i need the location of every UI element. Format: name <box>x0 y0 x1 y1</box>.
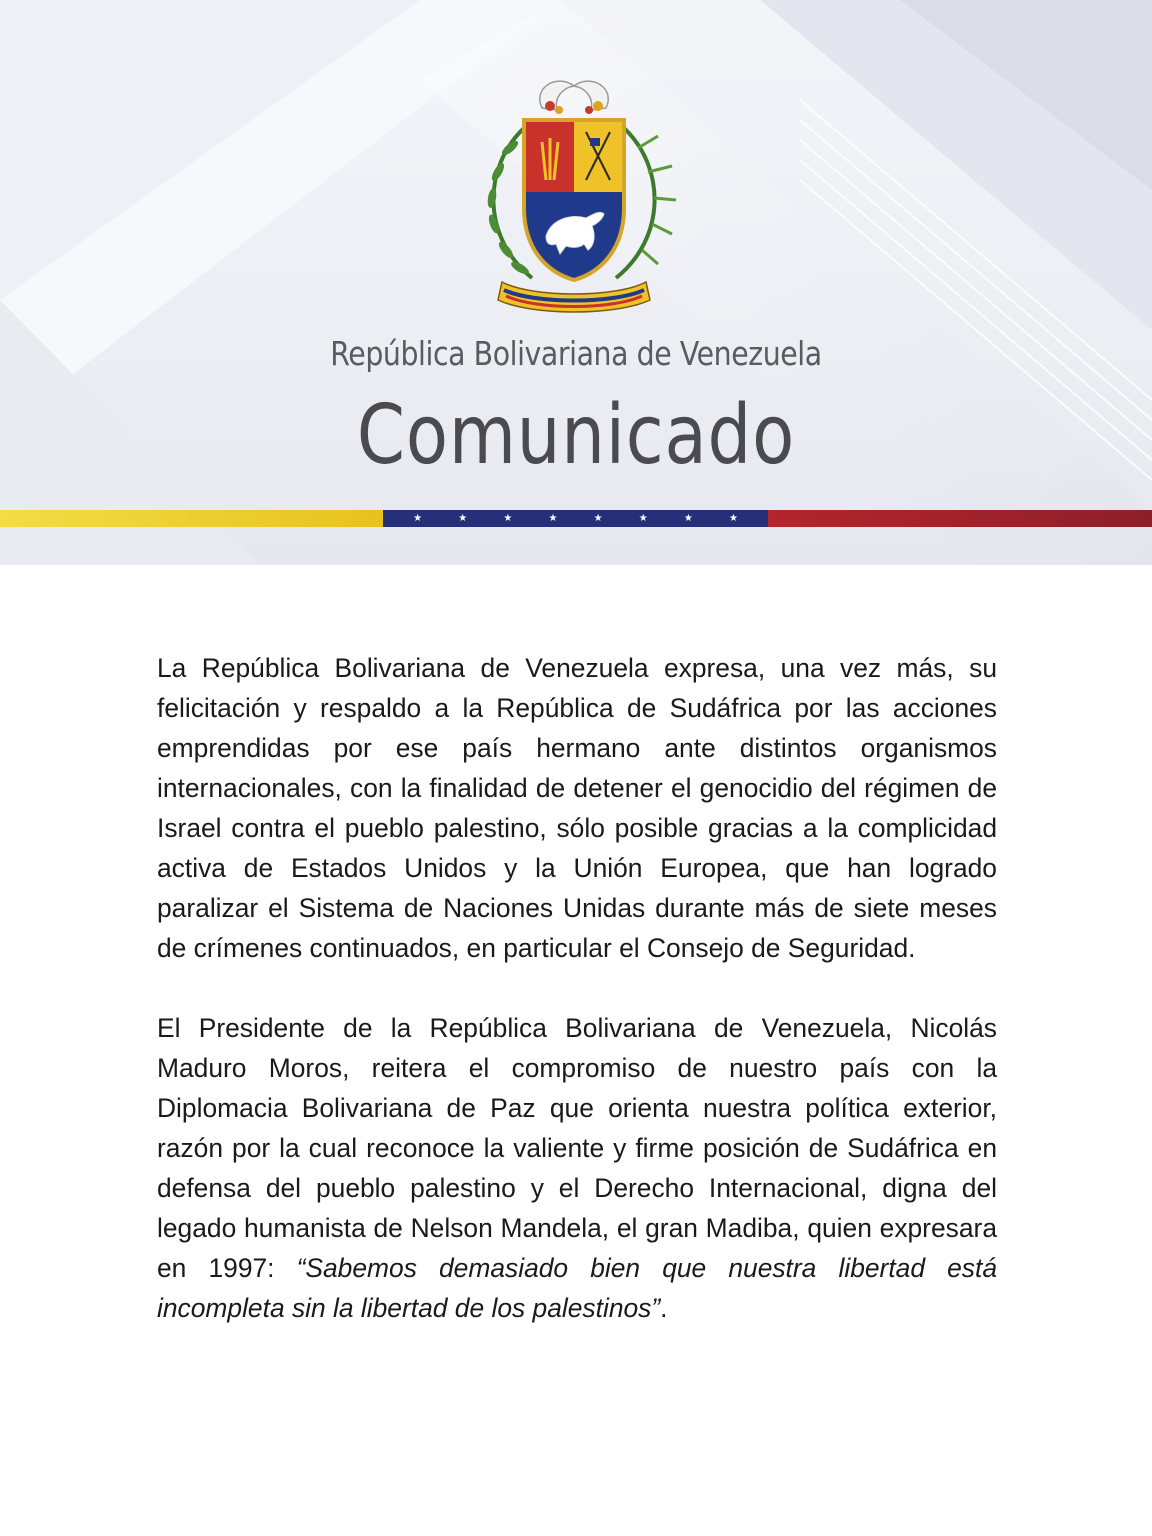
paragraph-1: La República Bolivariana de Venezuela expresa, una vez más, su felicitación y respaldo a la República de Sudáfrica por las acciones emprendidas por ese país hermano ante distintos organismos internacionales, con la finalidad de detener el genocidio del régimen de Israel contra el pueblo palestino, sólo posible gracias a la complicidad activa de Estados Unidos y la Unión Europea, que han logrado paralizar el Sistema de Naciones Unidas durante más de siete meses de crímenes continuados, en particular el Consejo de Seguridad. <box>157 653 997 963</box>
venezuela-coat-of-arms-emblem <box>462 68 686 320</box>
star-icon: ★ <box>728 513 738 524</box>
star-icon: ★ <box>413 513 423 524</box>
paragraph-2-end: . <box>660 1293 668 1323</box>
star-icon: ★ <box>638 513 648 524</box>
country-name: República Bolivariana de Venezuela <box>330 334 822 373</box>
paragraph-2-text: El Presidente de la República Bolivariana de Venezuela, Nicolás Maduro Moros, reitera el compromiso de nuestro país con la Diplomacia Bolivariana de Paz que orienta nuestra política exterior, razón por la cual reconoce la valiente y firme posición de Sudáfrica en defensa del pueblo palestino y el Derecho Internacional, digna del legado humanista de Nelson Mandela, el gran Madiba, quien expresara en 1997: <box>157 1013 997 1283</box>
star-icon: ★ <box>458 513 468 524</box>
flag-yellow-band <box>0 510 383 527</box>
page-title: Comunicado <box>356 388 796 483</box>
star-icon: ★ <box>548 513 558 524</box>
star-icon: ★ <box>503 513 513 524</box>
header-banner <box>0 0 1152 565</box>
star-icon: ★ <box>593 513 603 524</box>
mandela-quote: “Sabemos demasiado bien que nuestra libertad está incompleta sin la libertad de los palestinos” <box>157 1253 998 1323</box>
paragraph-2 <box>157 1008 997 1328</box>
star-icon: ★ <box>683 513 693 524</box>
flag-red-band <box>768 510 1152 527</box>
flag-stripe <box>0 510 1152 527</box>
flag-blue-band <box>383 510 768 527</box>
communique-body <box>157 648 997 1368</box>
